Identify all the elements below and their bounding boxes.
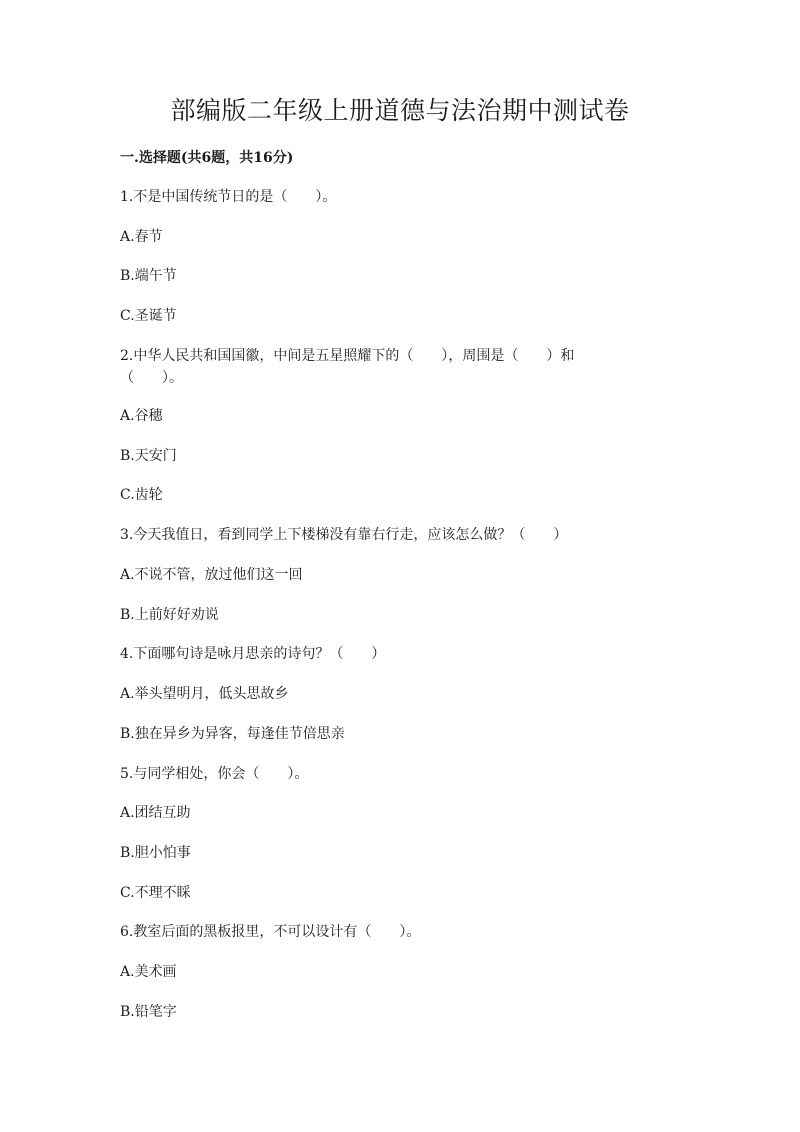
question-6-option-a: A.美术画 — [120, 964, 177, 980]
question-3-option-b: B.上前好好劝说 — [120, 607, 219, 623]
question-1-option-a: A.春节 — [120, 229, 163, 245]
question-5-option-b: B.胆小怕事 — [120, 845, 191, 861]
question-2-stem-continued: （ ）。 — [120, 370, 183, 386]
question-1-stem: 1.不是中国传统节日的是（ ）。 — [120, 189, 337, 205]
question-4-stem: 4.下面哪句诗是咏月思亲的诗句？（ ） — [120, 646, 386, 662]
question-1-option-c: C.圣诞节 — [120, 308, 177, 324]
question-2-option-a: A.谷穗 — [120, 408, 163, 424]
page-title: 部编版二年级上册道德与法治期中测试卷 — [170, 96, 630, 125]
question-2-stem: 2.中华人民共和国国徽，中间是五星照耀下的（ ），周围是（ ）和 — [120, 348, 575, 364]
question-5-stem: 5.与同学相处，你会（ ）。 — [120, 766, 309, 782]
question-2-option-c: C.齿轮 — [120, 487, 163, 503]
section-heading: 一.选择题(共6题，共16分) — [120, 150, 294, 166]
question-6-stem: 6.教室后面的黑板报里，不可以设计有（ ）。 — [120, 924, 421, 940]
question-3-option-a: A.不说不管，放过他们这一回 — [120, 567, 303, 583]
question-1-option-b: B.端午节 — [120, 268, 177, 284]
question-5-option-a: A.团结互助 — [120, 805, 191, 821]
question-4-option-b: B.独在异乡为异客，每逢佳节倍思亲 — [120, 726, 345, 742]
question-4-option-a: A.举头望明月，低头思故乡 — [120, 686, 289, 702]
question-3-stem: 3.今天我值日，看到同学上下楼梯没有靠右行走，应该怎么做？（ ） — [120, 527, 568, 543]
question-5-option-c: C.不理不睬 — [120, 885, 191, 901]
question-2-option-b: B.天安门 — [120, 448, 177, 464]
question-6-option-b: B.铅笔字 — [120, 1004, 177, 1020]
